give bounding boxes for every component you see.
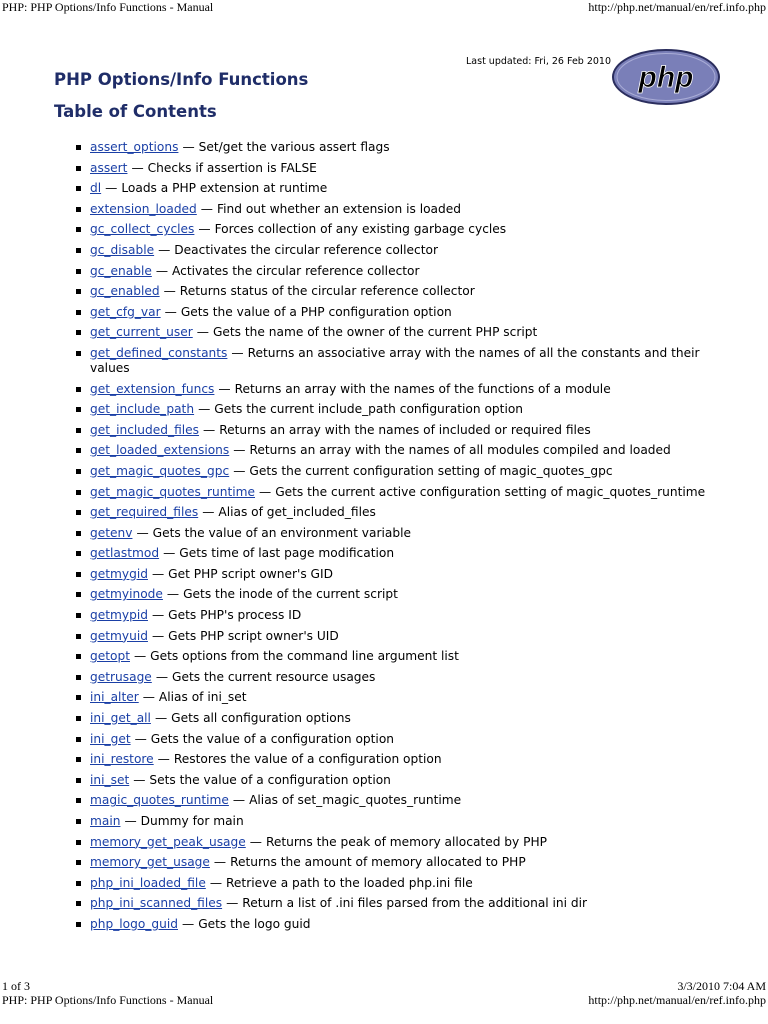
print-header-url: http://php.net/manual/en/ref.info.php <box>588 0 766 14</box>
function-link[interactable]: get_loaded_extensions <box>90 443 230 458</box>
toc-item <box>76 219 736 240</box>
function-link[interactable]: gc_enabled <box>90 284 160 299</box>
function-description: Dummy for main <box>140 814 244 828</box>
toc-item <box>76 708 736 729</box>
function-description: Returns an associative array with the names of all the constants and their values <box>90 345 700 375</box>
em-dash: — <box>196 325 209 340</box>
toc-item <box>76 261 736 282</box>
bullet-icon <box>76 387 81 392</box>
print-footer-title: PHP: PHP Options/Info Functions - Manual <box>2 993 214 1007</box>
bullet-icon <box>76 572 81 577</box>
toc-list <box>76 137 736 935</box>
toc-item <box>76 584 736 605</box>
em-dash: — <box>182 140 195 154</box>
function-link[interactable]: get_cfg_var <box>90 304 161 319</box>
toc-item <box>76 420 736 441</box>
bullet-icon <box>76 675 81 680</box>
function-description: Gets the name of the owner of the current PHP script <box>212 325 538 340</box>
toc-item <box>76 523 736 544</box>
bullet-icon <box>76 634 81 639</box>
function-link[interactable]: get_include_path <box>90 402 195 417</box>
function-description: Gets time of last page modification <box>179 546 395 561</box>
function-description: Gets the value of a PHP configuration option <box>180 304 452 319</box>
function-link[interactable]: getrusage <box>90 669 152 684</box>
bullet-icon <box>76 145 81 150</box>
em-dash: — <box>105 181 118 196</box>
function-description: Gets the value of a configuration option <box>150 731 394 746</box>
em-dash: — <box>151 566 165 581</box>
bullet-icon <box>76 351 81 356</box>
em-dash: — <box>136 525 149 540</box>
function-description: Returns the peak of memory allocated by PHP <box>265 834 547 849</box>
em-dash: — <box>209 875 223 890</box>
function-link[interactable]: getmyinode <box>90 587 163 602</box>
bullet-icon <box>76 798 81 803</box>
toc-item <box>76 137 736 158</box>
bullet-icon <box>76 757 81 762</box>
function-link[interactable]: getmypid <box>90 608 148 623</box>
function-description: Deactivates the circular reference collector <box>174 242 438 257</box>
bullet-icon <box>76 881 81 886</box>
function-link[interactable]: get_included_files <box>90 422 200 437</box>
em-dash: — <box>200 201 213 216</box>
bullet-icon <box>76 490 81 495</box>
em-dash: — <box>198 402 211 417</box>
em-dash: — <box>163 284 176 299</box>
function-link[interactable]: memory_get_peak_usage <box>90 834 246 849</box>
toc-item <box>76 343 736 379</box>
toc-item <box>76 811 736 832</box>
function-description: Returns status of the circular reference collector <box>179 284 475 299</box>
bullet-icon <box>76 922 81 927</box>
toc-item <box>76 667 736 688</box>
toc-item <box>76 302 736 323</box>
toc-item <box>76 893 736 914</box>
em-dash: — <box>133 772 146 787</box>
last-updated: Last updated: Fri, 26 Feb 2010 <box>466 56 612 67</box>
bullet-icon <box>76 551 81 556</box>
bullet-icon <box>76 289 81 294</box>
toc-item <box>76 646 736 667</box>
php-logo-text: php <box>638 61 694 94</box>
function-link[interactable]: get_defined_constants <box>90 345 228 360</box>
bullet-icon <box>76 186 81 191</box>
function-description: Activates the circular reference collector <box>172 263 420 278</box>
function-description: Return a list of .ini files parsed from the additional ini dir <box>242 896 588 911</box>
bullet-icon <box>76 248 81 253</box>
function-link[interactable]: get_extension_funcs <box>90 381 215 396</box>
em-dash: — <box>134 731 147 746</box>
em-dash: — <box>202 505 215 520</box>
function-description: Set/get the various assert flags <box>198 140 390 154</box>
em-dash: — <box>154 711 168 726</box>
em-dash: — <box>226 896 239 911</box>
bullet-icon <box>76 531 81 536</box>
em-dash: — <box>124 814 137 828</box>
toc-item <box>76 502 736 523</box>
function-description: Gets the logo guid <box>198 916 311 931</box>
bullet-icon <box>76 592 81 597</box>
function-link[interactable]: php_logo_guid <box>90 916 179 931</box>
function-link[interactable]: getenv <box>90 525 133 540</box>
bullet-icon <box>76 428 81 433</box>
bullet-icon <box>76 166 81 171</box>
page-counter: 1 of 3 <box>2 979 30 993</box>
toc-item <box>76 832 736 853</box>
toc-item <box>76 440 736 461</box>
em-dash: — <box>155 263 169 278</box>
function-link[interactable]: main <box>90 814 121 828</box>
em-dash: — <box>259 484 272 499</box>
function-description: Forces collection of any existing garbage cycles <box>214 222 507 237</box>
function-link[interactable]: php_ini_scanned_files <box>90 896 223 911</box>
function-link[interactable]: get_current_user <box>90 325 193 340</box>
em-dash: — <box>182 916 195 931</box>
function-description: Gets PHP script owner's UID <box>168 628 339 643</box>
php-logo <box>611 48 721 106</box>
toc-item <box>76 790 736 811</box>
function-link[interactable]: memory_get_usage <box>90 855 210 870</box>
print-footer-url: http://php.net/manual/en/ref.info.php <box>588 993 766 1007</box>
toc-title: Table of Contents <box>54 102 217 121</box>
em-dash: — <box>133 649 147 664</box>
function-description: Gets the value of an environment variable <box>152 525 411 540</box>
toc-item <box>76 914 736 935</box>
toc-item <box>76 687 736 708</box>
toc-item <box>76 729 736 750</box>
em-dash: — <box>232 793 246 808</box>
page-title: PHP Options/Info Functions <box>54 70 309 89</box>
function-link[interactable]: getlastmod <box>90 546 160 561</box>
bullet-icon <box>76 510 81 515</box>
em-dash: — <box>213 855 227 870</box>
toc-item <box>76 852 736 873</box>
function-description: Alias of set_magic_quotes_runtime <box>249 793 462 808</box>
em-dash: — <box>157 752 170 767</box>
function-description: Gets the current active configuration setting of magic_quotes_runtime <box>275 484 706 499</box>
function-link[interactable]: ini_set <box>90 772 130 787</box>
function-link[interactable]: ini_alter <box>90 690 139 705</box>
bullet-icon <box>76 227 81 232</box>
bullet-icon <box>76 613 81 618</box>
function-description: Returns an array with the names of all modules compiled and loaded <box>249 443 671 458</box>
em-dash: — <box>218 381 231 396</box>
function-link[interactable]: gc_collect_cycles <box>90 222 195 237</box>
em-dash: — <box>249 834 262 849</box>
function-link[interactable]: gc_disable <box>90 242 155 257</box>
print-header-title: PHP: PHP Options/Info Functions - Manual <box>2 0 214 14</box>
em-dash: — <box>155 669 168 684</box>
function-link[interactable]: get_magic_quotes_gpc <box>90 463 230 478</box>
function-description: Gets all configuration options <box>171 711 351 726</box>
toc-item <box>76 605 736 626</box>
em-dash: — <box>131 160 144 175</box>
bullet-icon <box>76 840 81 845</box>
em-dash: — <box>158 242 171 257</box>
function-link[interactable]: getmygid <box>90 566 148 581</box>
em-dash: — <box>203 422 216 437</box>
print-datetime: 3/3/2010 7:04 AM <box>677 979 766 993</box>
bullet-icon <box>76 269 81 274</box>
toc-item <box>76 158 736 179</box>
print-footer-top <box>0 979 768 993</box>
function-description: Returns an array with the names of the functions of a module <box>234 381 611 396</box>
function-link[interactable]: get_required_files <box>90 505 199 520</box>
toc-item <box>76 322 736 343</box>
toc-item <box>76 240 736 261</box>
bullet-icon <box>76 469 81 474</box>
function-description: Checks if assertion is FALSE <box>147 160 317 175</box>
function-link[interactable]: getopt <box>90 649 130 664</box>
function-link[interactable]: ini_get <box>90 731 131 746</box>
function-description: Returns the amount of memory allocated to PHP <box>230 855 526 870</box>
function-description: Gets options from the command line argument list <box>150 649 459 664</box>
function-description: Retrieve a path to the loaded php.ini file <box>226 875 473 890</box>
bullet-icon <box>76 716 81 721</box>
toc-item <box>76 399 736 420</box>
toc-item <box>76 461 736 482</box>
function-description: Gets the current include_path configuration option <box>214 402 524 417</box>
toc-item <box>76 482 736 503</box>
bullet-icon <box>76 330 81 335</box>
bullet-icon <box>76 737 81 742</box>
toc-item <box>76 379 736 400</box>
function-link[interactable]: magic_quotes_runtime <box>90 793 229 808</box>
em-dash: — <box>231 345 244 360</box>
em-dash: — <box>233 463 246 478</box>
function-description: Sets the value of a configuration option <box>149 772 391 787</box>
bullet-icon <box>76 407 81 412</box>
em-dash: — <box>164 304 177 319</box>
em-dash: — <box>151 608 165 623</box>
toc-item <box>76 543 736 564</box>
function-description: Alias of get_included_files <box>218 505 376 520</box>
toc-item <box>76 199 736 220</box>
function-description: Returns an array with the names of included or required files <box>219 422 591 437</box>
function-link[interactable]: assert_options <box>90 140 179 154</box>
em-dash: — <box>163 546 176 561</box>
function-link[interactable]: extension_loaded <box>90 201 197 216</box>
function-link[interactable]: ini_restore <box>90 752 154 767</box>
function-description: Restores the value of a configuration option <box>173 752 442 767</box>
function-link[interactable]: dl <box>90 181 102 196</box>
function-description: Loads a PHP extension at runtime <box>121 181 328 196</box>
toc-item <box>76 281 736 302</box>
bullet-icon <box>76 695 81 700</box>
bullet-icon <box>76 448 81 453</box>
function-link[interactable]: get_magic_quotes_runtime <box>90 484 255 499</box>
toc-item <box>76 749 736 770</box>
bullet-icon <box>76 207 81 212</box>
function-link[interactable]: getmyuid <box>90 628 148 643</box>
function-description: Gets the inode of the current script <box>183 587 398 602</box>
bullet-icon <box>76 860 81 865</box>
bullet-icon <box>76 310 81 315</box>
em-dash: — <box>233 443 246 458</box>
print-header <box>0 0 768 14</box>
function-link[interactable]: gc_enable <box>90 263 152 278</box>
function-description: Alias of ini_set <box>158 690 247 705</box>
toc-item <box>76 178 736 199</box>
print-footer-bottom <box>0 993 768 1007</box>
bullet-icon <box>76 901 81 906</box>
em-dash: — <box>151 628 165 643</box>
toc-item <box>76 873 736 894</box>
bullet-icon <box>76 654 81 659</box>
toc-item <box>76 770 736 791</box>
em-dash: — <box>166 587 180 602</box>
function-description: Gets the current resource usages <box>172 669 376 684</box>
bullet-icon <box>76 778 81 783</box>
bullet-icon <box>76 819 81 824</box>
function-description: Gets the current configuration setting of magic_quotes_gpc <box>249 463 613 478</box>
function-description: Get PHP script owner's GID <box>168 566 333 581</box>
toc-item <box>76 626 736 647</box>
function-link[interactable]: ini_get_all <box>90 711 151 726</box>
em-dash: — <box>198 222 211 237</box>
function-link[interactable]: php_ini_loaded_file <box>90 875 206 890</box>
function-description: Gets PHP's process ID <box>168 608 302 623</box>
function-link[interactable]: assert <box>90 160 128 175</box>
toc-item <box>76 564 736 585</box>
em-dash: — <box>142 690 155 705</box>
function-description: Find out whether an extension is loaded <box>216 201 461 216</box>
